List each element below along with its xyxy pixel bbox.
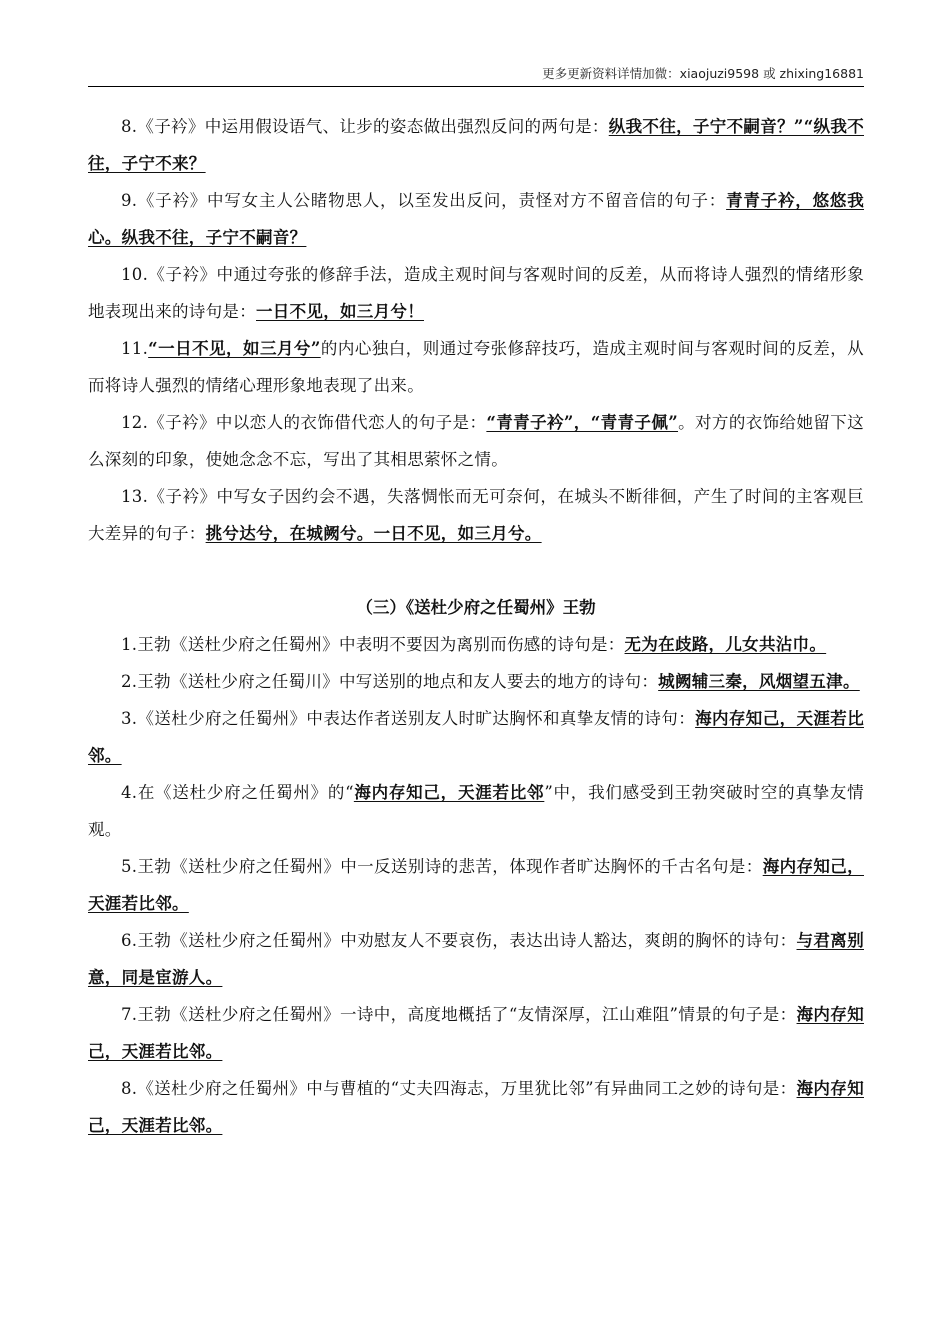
page-header: 更多更新资料详情加微：xiaojuzi9598 或 zhixing16881 — [88, 64, 864, 87]
question-tail: ”中，我们感受到王勃突破时空的真挚友情观。 — [88, 783, 864, 839]
document-body — [88, 108, 864, 1144]
question-item — [88, 256, 864, 330]
question-item — [88, 108, 864, 182]
answer-text: 与君离别意，同是宦游人。 — [88, 931, 864, 987]
question-text: 5.王勃《送杜少府之任蜀州》中一反送别诗的悲苦，体现作者旷达胸怀的千古名句是： — [121, 857, 763, 876]
answer-text: “青青子衿”，“青青子佩” — [486, 413, 679, 432]
question-item — [88, 848, 864, 922]
question-text: 6.王勃《送杜少府之任蜀州》中劝慰友人不要哀伤，表达出诗人豁达，爽朗的胸怀的诗句： — [121, 931, 797, 950]
question-text: 8.《子衿》中运用假设语气、让步的姿态做出强烈反问的两句是： — [121, 117, 609, 136]
section3-list — [88, 626, 864, 1144]
question-text: 10.《子衿》中通过夸张的修辞手法，造成主观时间与客观时间的反差，从而将诗人强烈的情绪形象地表现出来的诗句是： — [88, 265, 864, 321]
question-item — [88, 404, 864, 478]
question-item — [88, 1070, 864, 1144]
question-tail: 的内心独白，则通过夸张修辞技巧，造成主观时间与客观时间的反差，从而将诗人强烈的情绪心理形象地表现了出来。 — [88, 339, 864, 395]
question-item — [88, 182, 864, 256]
question-tail: 。对方的衣饰给她留下这么深刻的印象，使她念念不忘，写出了其相思萦怀之情。 — [88, 413, 864, 469]
question-text: 1.王勃《送杜少府之任蜀州》中表明不要因为离别而伤感的诗句是： — [121, 635, 625, 654]
answer-text: 海内存知己，天涯若比邻。 — [88, 857, 864, 913]
question-text: 8.《送杜少府之任蜀州》中与曹植的“丈夫四海志，万里犹比邻”有异曲同工之妙的诗句是： — [121, 1079, 797, 1098]
answer-text: 海内存知己，天涯若比邻。 — [88, 1079, 864, 1135]
question-text: 2.王勃《送杜少府之任蜀川》中写送别的地点和友人要去的地方的诗句： — [121, 672, 659, 691]
part1-list — [88, 108, 864, 552]
answer-text: 青青子衿，悠悠我心。纵我不往，子宁不嗣音？ — [88, 191, 865, 247]
question-text: 4.在《送杜少府之任蜀州》的“ — [121, 783, 354, 802]
question-text: 9.《子衿》中写女主人公睹物思人，以至发出反问，责怪对方不留音信的句子： — [121, 191, 727, 210]
answer-text: 无为在歧路，儿女共沾巾。 — [624, 635, 827, 654]
answer-text: 城阙辅三秦，风烟望五津。 — [658, 672, 860, 691]
answer-text: 纵我不往，子宁不嗣音？”“纵我不往，子宁不来？ — [88, 117, 864, 173]
question-item — [88, 922, 864, 996]
question-text: 12.《子衿》中以恋人的衣饰借代恋人的句子是： — [121, 413, 487, 432]
answer-text: 一日不见，如三月兮！ — [256, 302, 424, 321]
answer-text: 挑兮达兮，在城阙兮。一日不见，如三月兮。 — [205, 524, 542, 543]
question-text: 13.《子衿》中写女子因约会不遇，失落惆怅而无可奈何，在城头不断徘徊，产生了时间的主客观巨大差异的句子： — [88, 487, 864, 543]
question-item — [88, 626, 864, 663]
question-item — [88, 663, 864, 700]
section-title: （三）《送杜少府之任蜀州》王勃 — [356, 598, 596, 617]
answer-text: “一日不见，如三月兮” — [148, 339, 321, 358]
question-item — [88, 996, 864, 1070]
question-item — [88, 478, 864, 552]
answer-text: 海内存知己，天涯若比邻。 — [88, 709, 864, 765]
answer-text: 海内存知己，天涯若比邻。 — [88, 1005, 864, 1061]
question-text: 3.《送杜少府之任蜀州》中表达作者送别友人时旷达胸怀和真挚友情的诗句： — [121, 709, 696, 728]
question-text: 7.王勃《送杜少府之任蜀州》一诗中，高度地概括了“友情深厚，江山难阻”情景的句子是： — [121, 1005, 797, 1024]
answer-text: 海内存知己，天涯若比邻 — [353, 783, 545, 802]
question-item — [88, 774, 864, 848]
question-text: 11. — [121, 339, 149, 358]
question-item — [88, 330, 864, 404]
question-item — [88, 700, 864, 774]
